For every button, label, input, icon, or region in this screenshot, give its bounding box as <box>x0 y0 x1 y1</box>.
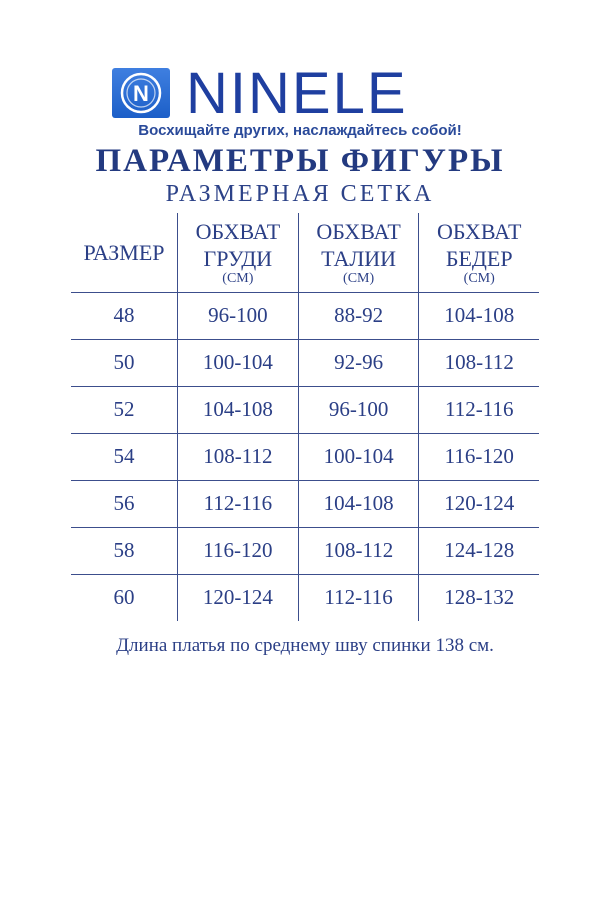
cell-chest: 116-120 <box>178 527 299 574</box>
header-hips-line2: БЕДЕР <box>445 246 513 272</box>
table-row <box>71 480 539 527</box>
cell-size: 58 <box>71 527 178 574</box>
cell-hips: 108-112 <box>419 339 539 386</box>
header-waist-line2: ТАЛИИ <box>321 246 397 272</box>
dress-length-note: Длина платья по среднему шву спинки 138 см. <box>116 635 494 656</box>
cell-hips: 116-120 <box>419 433 539 480</box>
table-row <box>71 386 539 433</box>
cell-size: 50 <box>71 339 178 386</box>
cell-hips: 124-128 <box>419 527 539 574</box>
header-chest <box>178 213 299 292</box>
cell-waist: 96-100 <box>298 386 419 433</box>
cell-waist: 100-104 <box>298 433 419 480</box>
size-chart-table <box>71 213 539 621</box>
cell-waist: 112-116 <box>298 574 419 621</box>
ninele-n-logo-icon <box>112 68 170 118</box>
table-row <box>71 527 539 574</box>
cell-size: 52 <box>71 386 178 433</box>
header-waist-line1: ОБХВАТ <box>316 219 401 245</box>
logo-letter: N <box>133 81 149 106</box>
brand-tagline: Восхищайте других, наслаждайтесь собой! <box>138 122 462 139</box>
header-chest-line2: ГРУДИ <box>203 246 273 272</box>
cell-hips: 120-124 <box>419 480 539 527</box>
header-hips-unit: (СМ) <box>463 271 495 287</box>
cell-hips: 128-132 <box>419 574 539 621</box>
page-subtitle: РАЗМЕРНАЯ СЕТКА <box>165 181 435 207</box>
page-title: ПАРАМЕТРЫ ФИГУРЫ <box>95 143 505 179</box>
header-chest-line1: ОБХВАТ <box>195 219 281 245</box>
cell-chest: 112-116 <box>178 480 299 527</box>
cell-hips: 112-116 <box>419 386 539 433</box>
table-row <box>71 574 539 621</box>
table-row <box>71 433 539 480</box>
cell-size: 48 <box>71 292 178 339</box>
table-header-row <box>71 213 539 292</box>
cell-waist: 108-112 <box>298 527 419 574</box>
header-size: РАЗМЕР <box>83 239 165 265</box>
header-waist <box>298 213 419 292</box>
header-hips <box>419 213 539 292</box>
cell-chest: 96-100 <box>178 292 299 339</box>
cell-size: 54 <box>71 433 178 480</box>
cell-waist: 104-108 <box>298 480 419 527</box>
cell-hips: 104-108 <box>419 292 539 339</box>
header-hips-line1: ОБХВАТ <box>436 219 522 245</box>
cell-chest: 120-124 <box>178 574 299 621</box>
cell-waist: 88-92 <box>298 292 419 339</box>
table-row <box>71 292 539 339</box>
cell-waist: 92-96 <box>298 339 419 386</box>
cell-size: 56 <box>71 480 178 527</box>
header-chest-unit: (СМ) <box>222 271 254 287</box>
brand-logo <box>112 61 492 126</box>
brand-name: NINELE <box>186 61 408 126</box>
cell-size: 60 <box>71 574 178 621</box>
cell-chest: 104-108 <box>178 386 299 433</box>
cell-chest: 108-112 <box>178 433 299 480</box>
header-waist-unit: (СМ) <box>343 271 375 287</box>
cell-chest: 100-104 <box>178 339 299 386</box>
table-row <box>71 339 539 386</box>
